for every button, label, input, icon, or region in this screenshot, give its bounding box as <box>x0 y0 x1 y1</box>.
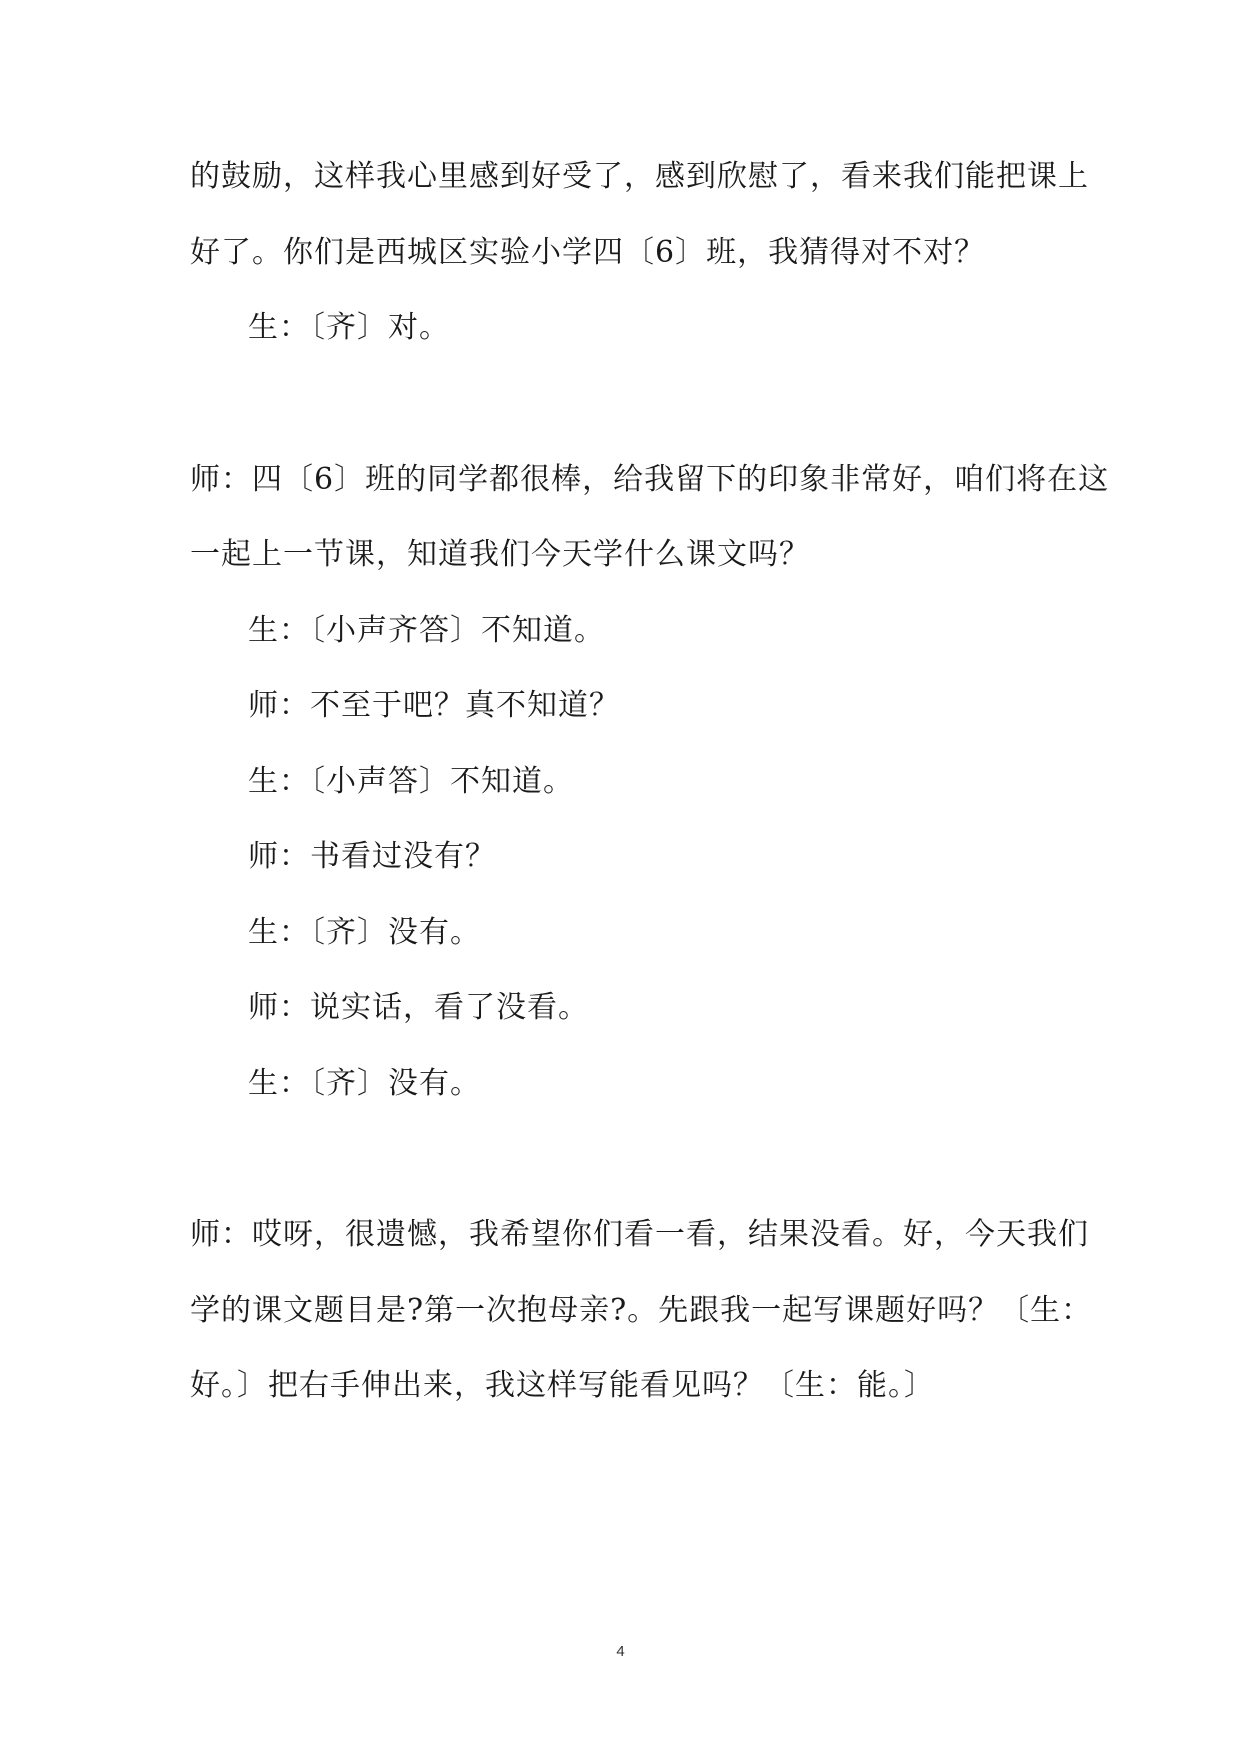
dialogue-line-student: 生：〔齐〕对。 <box>248 310 450 345</box>
text-line-4: 师：四〔6〕班的同学都很棒，给我留下的印象非常好，咱们将在这 <box>190 462 1110 497</box>
text-line-13: 师：哎呀，很遗憾，我希望你们看一看，结果没看。好，今天我们 <box>190 1217 1089 1252</box>
dialogue-line-student: 生：〔小声答〕不知道。 <box>248 764 574 799</box>
text-line-15: 好。〕把右手伸出来，我这样写能看见吗？〔生：能。〕 <box>190 1368 935 1403</box>
dialogue-line-student: 生：〔齐〕没有。 <box>248 915 481 950</box>
dialogue-line-teacher: 师：说实话，看了没看。 <box>248 990 589 1025</box>
dialogue-line-teacher: 师：不至于吧？真不知道？ <box>248 688 620 723</box>
text-line-14: 学的课文题目是?第一次抱母亲?。先跟我一起写课题好吗？〔生： <box>190 1293 1093 1328</box>
text-line-2: 好了。你们是西城区实验小学四〔6〕班，我猜得对不对？ <box>190 235 986 270</box>
text-line-1: 的鼓励，这样我心里感到好受了，感到欣慰了，看来我们能把课上 <box>190 159 1089 194</box>
dialogue-line-teacher: 师：书看过没有？ <box>248 839 496 874</box>
dialogue-line-student: 生：〔小声齐答〕不知道。 <box>248 613 605 648</box>
dialogue-line-student: 生：〔齐〕没有。 <box>248 1066 481 1101</box>
page-number: 4 <box>616 1643 625 1660</box>
text-line-5: 一起上一节课，知道我们今天学什么课文吗？ <box>190 537 810 572</box>
